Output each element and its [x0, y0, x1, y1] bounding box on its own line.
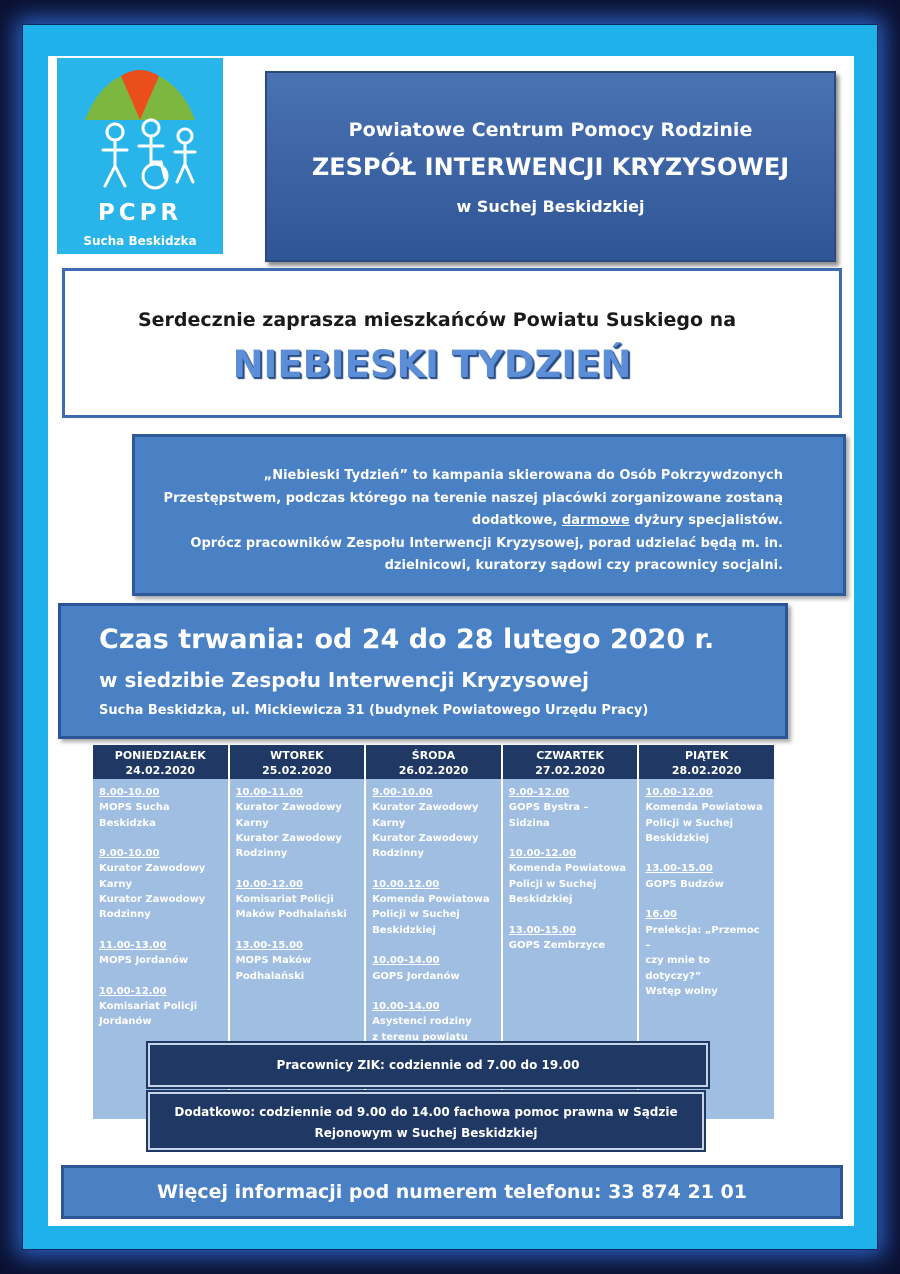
entry-description: GOPS Bystra – Sidzina	[508, 802, 589, 829]
day-name: CZWARTEK	[536, 749, 604, 762]
entry-description: GOPS Jordanów	[372, 970, 460, 982]
day-name: ŚRODA	[411, 749, 456, 762]
schedule-entry	[645, 861, 768, 892]
entry-description: MOPS Maków Podhalański	[235, 955, 312, 982]
entry-time: 10.00-12.00	[99, 985, 167, 997]
schedule-entry	[509, 785, 632, 831]
entry-description: Prelekcja: „Przemoc – czy mnie to dotyczy?” Wstęp wolny	[645, 924, 760, 997]
invite-line: Serdecznie zaprasza mieszkańców Powiatu Suskiego na	[137, 309, 737, 331]
schedule-day-header	[503, 745, 638, 779]
entry-time: 16.00	[645, 909, 678, 921]
schedule-entry	[509, 923, 632, 954]
address: Sucha Beskidzka, ul. Mickiewicza 31 (budynek Powiatowego Urzędu Pracy)	[99, 703, 649, 718]
place: w siedzibie Zespołu Interwencji Kryzysowej	[99, 668, 590, 692]
schedule-entry	[236, 877, 359, 923]
entry-time: 10.00-12.00	[508, 848, 577, 860]
schedule-entry	[372, 785, 495, 861]
description-box	[132, 434, 846, 596]
legal-help-line2: Rejonowym w Suchej Beskidzkiej	[314, 1126, 538, 1140]
header-org: Powiatowe Centrum Pomocy Rodzinie	[348, 119, 753, 141]
schedule-day-body	[366, 779, 501, 1045]
entry-description: GOPS Budzów	[645, 878, 724, 890]
invite-box	[62, 268, 842, 418]
zik-hours-bar: Pracownicy ZIK: codziennie od 7.00 do 19.00	[148, 1043, 708, 1087]
schedule-day-body	[639, 779, 774, 999]
entry-time: 13.00-15.00	[508, 924, 577, 936]
schedule-entry	[509, 846, 632, 907]
logo-city: Sucha Beskidzka	[83, 234, 197, 248]
pcpr-logo	[57, 58, 223, 254]
schedule-entry	[372, 877, 495, 938]
header-team: ZESPÓŁ INTERWENCJI KRYZYSOWEJ	[311, 153, 790, 181]
schedule-entry	[645, 907, 768, 999]
entry-description: Komenda Powiatowa Policji w Suchej Beskidzkiej	[645, 802, 763, 844]
schedule-day-body	[93, 779, 228, 1030]
header-box	[265, 71, 836, 262]
description-part1: „Niebieski Tydzień” to kampania skierowana do Osób Pokrzywdzonych Przestępstwem, podczas którego na terenie naszej placówki zorganizowane zostaną dodatkowe,	[163, 468, 783, 528]
day-date: 27.02.2020	[535, 764, 605, 777]
schedule-entry	[99, 785, 222, 831]
entry-description: MOPS Sucha Beskidzka	[99, 802, 170, 829]
entry-description: Kurator Zawodowy Karny Kurator Zawodowy Rodzinny	[372, 802, 479, 860]
entry-time: 9.00-10.00	[99, 848, 160, 860]
entry-time: 10.00-12.00	[235, 878, 304, 890]
schedule-entry	[236, 938, 359, 984]
entry-time: 9.00-12.00	[508, 787, 570, 798]
schedule-entry	[99, 938, 222, 969]
day-name: PONIEDZIAŁEK	[114, 749, 206, 762]
entry-time: 8.00-10.00	[99, 787, 160, 798]
entry-time: 13.00-15.00	[235, 939, 304, 951]
header-location: w Suchej Beskidzkiej	[456, 197, 645, 216]
schedule-day-header	[230, 745, 365, 779]
day-date: 26.02.2020	[398, 764, 469, 777]
schedule-day-header	[366, 745, 501, 779]
entry-description: Komisariat Policji Maków Podhalański	[235, 894, 347, 921]
entry-description: MOPS Jordanów	[99, 955, 189, 967]
entry-description: Komenda Powiatowa Policji w Suchej Beskidzkiej	[372, 894, 490, 936]
day-name: PIĄTEK	[684, 749, 729, 762]
entry-description: Asystenci rodziny z terenu powiatu	[372, 1016, 472, 1043]
entry-description: Komisariat Policji Jordanów	[99, 1001, 198, 1028]
day-name: WTOREK	[270, 749, 324, 762]
schedule-day-body	[503, 779, 638, 953]
schedule-entry	[99, 984, 222, 1030]
schedule-day-header	[639, 745, 774, 779]
day-date: 25.02.2020	[262, 764, 332, 777]
entry-time: 10.00-11.00	[235, 787, 304, 798]
description-part3: Oprócz pracowników Zespołu Interwencji Kryzysowej, porad udzielać będą m. in. dzielnicowi, kuratorzy sądowi czy pracownicy socjalni.	[190, 535, 783, 573]
schedule-day-header	[93, 745, 228, 779]
duration: Czas trwania: od 24 do 28 lutego 2020 r.	[99, 624, 715, 655]
entry-description: Kurator Zawodowy Karny Kurator Zawodowy Rodzinny	[235, 802, 342, 860]
day-date: 28.02.2020	[671, 764, 742, 777]
entry-time: 10.00.12.00	[372, 878, 440, 890]
entry-time: 10.00-14.00	[372, 955, 440, 967]
legal-help-line1: Dodatkowo: codziennie od 9.00 do 14.00 fachowa pomoc prawna w Sądzie	[174, 1105, 678, 1119]
schedule-entry	[372, 999, 495, 1045]
schedule-entry	[645, 785, 768, 846]
entry-description: Komenda Powiatowa Policji w Suchej Beskidzkiej	[508, 863, 627, 906]
day-date: 24.02.2020	[125, 764, 196, 777]
schedule-day-body	[230, 779, 365, 984]
legal-help-bar	[148, 1092, 704, 1150]
entry-time: 9.00-10.00	[372, 787, 433, 798]
event-title: NIEBIESKI TYDZIEŃ	[232, 343, 632, 386]
schedule-entry	[236, 785, 359, 861]
schedule-entry	[372, 953, 495, 984]
when-box	[58, 603, 788, 739]
schedule-entry	[99, 846, 222, 922]
entry-description: GOPS Zembrzyce	[508, 939, 606, 951]
description-underlined: darmowe	[561, 513, 630, 528]
logo-acronym: PCPR	[97, 200, 183, 226]
phone-bar: Więcej informacji pod numerem telefonu: 33 874 21 01	[61, 1165, 843, 1219]
entry-time: 13.00-15.00	[645, 863, 713, 875]
entry-time: 11.00-13.00	[99, 939, 167, 951]
description-part2: dyżury specjalistów.	[629, 513, 783, 528]
entry-time: 10.00-12.00	[645, 787, 713, 798]
entry-description: Kurator Zawodowy Karny Kurator Zawodowy Rodzinny	[99, 863, 206, 921]
description-text	[163, 465, 783, 578]
entry-time: 10.00-14.00	[372, 1001, 440, 1013]
